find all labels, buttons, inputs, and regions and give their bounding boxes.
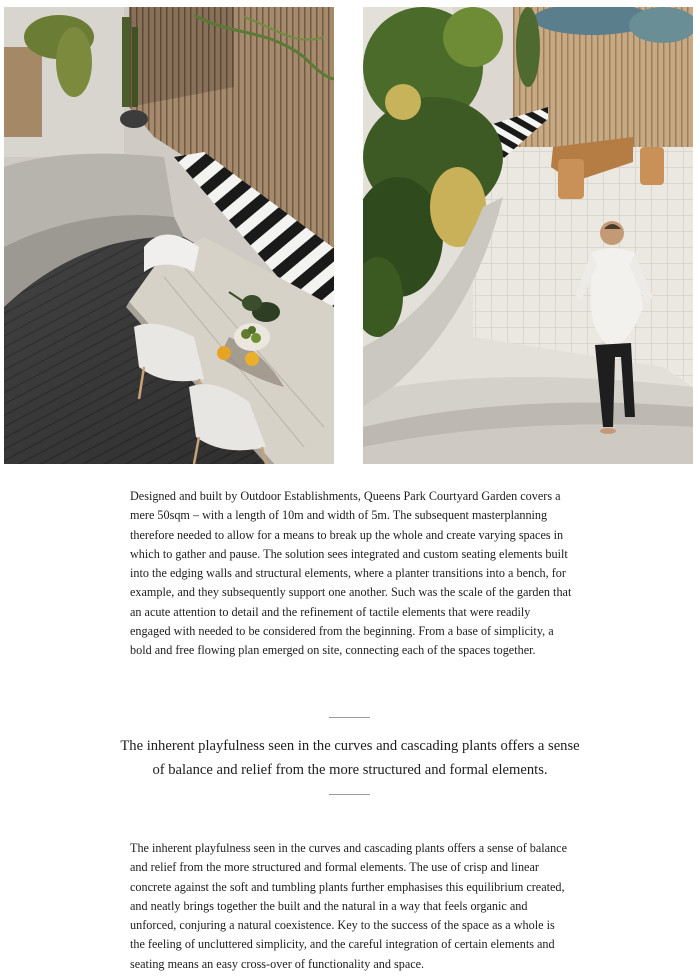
courtyard-dining-photo xyxy=(4,7,334,464)
article-paragraph-2: The inherent playfulness seen in the curves and cascading plants offers a sense of balance and relief from the more structured and formal elements. The use of crisp and linear concrete against the soft and tumbling plants further emphasises this equilibrium created, and neatly brings together the built and the natural in a way that feels organic and unforced, conjuring a natural coexistence. Key to the success of the space as a whole is the feeling of uncluttered simplicity, and the careful integration of certain elements and seating means an easy cross-over of functionality and space. xyxy=(130,841,568,971)
courtyard-dining-illustration xyxy=(4,7,334,464)
courtyard-steps-photo xyxy=(363,7,693,464)
courtyard-steps-illustration xyxy=(363,7,693,464)
pull-quote-divider-top xyxy=(329,717,370,718)
pull-quote: The inherent playfulness seen in the curves and cascading plants offers a sense of balance and relief from the more structured and formal elements. xyxy=(120,738,580,778)
pull-quote-divider-bottom xyxy=(329,794,370,795)
article-paragraph-1: Designed and built by Outdoor Establishments, Queens Park Courtyard Garden covers a mere 50sqm – with a length of 10m and width of 5m. The subsequent masterplanning therefore needed to allow for a means to break up the whole and create varying spaces in which to gather and pause. The solution sees integrated and custom seating elements built into the edging walls and structural elements, where a planter transitions into a bench, for example, and they subsequently support one another. Such was the scale of the garden that an acute attention to detail and the refinement of tactile elements that were readily engaged with needed to be considered from the beginning. From a base of simplicity, a bold and free flowing plan emerged on site, connecting each of the spaces together. xyxy=(130,489,572,658)
